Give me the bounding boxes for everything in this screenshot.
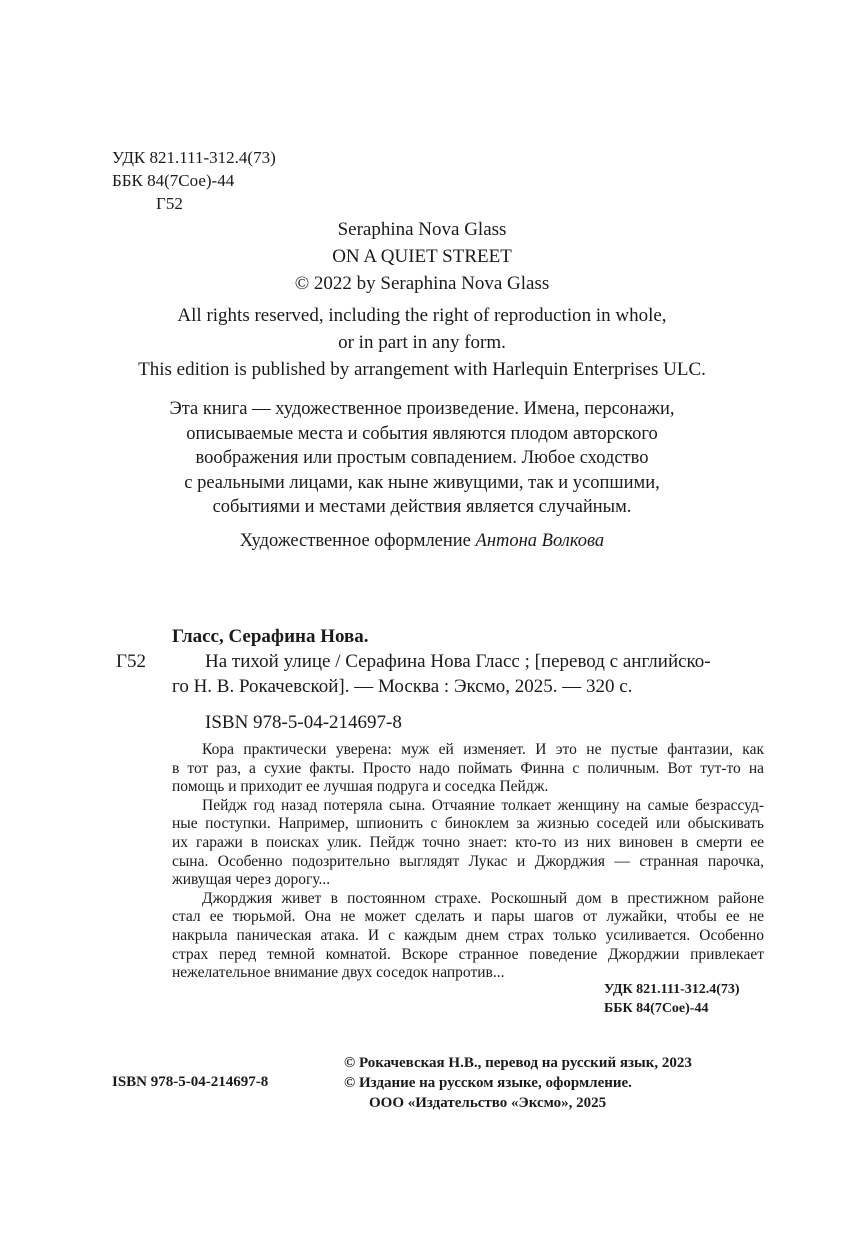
annotation-line: в тот раз, а сухие факты. Просто надо поймать Финна с поличным. Вот тут-то на (172, 759, 764, 777)
annotation-line: стал ее тюрьмой. Она не может сделать и пары шагов от лужайки, чтобы ее не (172, 908, 764, 926)
annotation-line: ные поступки. Например, шпионить с биноклем за жизнью соседей или обыскивать (172, 815, 764, 833)
annotation-line: сына. Особенно подозрительно выглядят Лукас и Джорджия — странная парочка, (172, 852, 764, 870)
annotation-line: живущая через дорогу... (172, 871, 331, 889)
author-mark: Г52 (156, 194, 183, 213)
disclaimer-line: Эта книга — художественное произведение. Имена, персонажи, (169, 399, 675, 419)
annotation-line: Пейдж год назад потеряла сына. Отчаяние толкает женщину на самые безрассуд- (202, 796, 764, 814)
rights-line-1: All rights reserved, including the right of reproduction in whole, (177, 305, 667, 326)
publisher-copyright: ООО «Издательство «Эксмо», 2025 (369, 1095, 607, 1111)
bbk-code: ББК 84(7Сое)-44 (112, 171, 235, 190)
annotation-line: Кора практически уверена: муж ей изменяет. И это не пустые фантазии, как (202, 741, 764, 758)
bibliographic-line-1: На тихой улице / Серафина Нова Гласс ; [перевод с английско- (205, 651, 711, 672)
original-copyright: © 2022 by Seraphina Nova Glass (294, 273, 550, 294)
rights-line-2: or in part in any form. (338, 332, 506, 353)
annotation-line: помощь и приходит ее лучшая подруга и соседка Пейдж. (172, 778, 549, 796)
annotation-line: накрыла паническая атака. И с каждым днем страх только усиливается. Особенно (172, 926, 764, 944)
design-credit-name: Антона Волкова (475, 531, 605, 551)
bibliographic-author-heading: Гласс, Серафина Нова. (172, 626, 369, 647)
bbk-code-bottom: ББК 84(7Сое)-44 (604, 1001, 709, 1016)
russian-copyrights (344, 1053, 692, 1113)
annotation-line: Джорджия живет в постоянном страхе. Роскошный дом в престижном районе (202, 889, 764, 907)
design-credit (0, 531, 844, 552)
udk-code: УДК 821.111-312.4(73) (112, 148, 276, 167)
arrangement-line: This edition is published by arrangement with Harlequin Enterprises ULC. (138, 359, 706, 380)
original-author: Seraphina Nova Glass (337, 219, 507, 240)
fiction-disclaimer (0, 397, 844, 520)
isbn-bottom: ISBN 978-5-04-214697-8 (112, 1074, 269, 1090)
annotation (172, 741, 764, 983)
udk-code-bottom: УДК 821.111-312.4(73) (604, 982, 740, 997)
annotation-line: нежелательное внимание двух соседок напротив... (172, 964, 505, 982)
classification-top (112, 146, 276, 215)
disclaimer-line: с реальными лицами, как ныне живущими, так и усопшими, (184, 472, 660, 493)
bibliographic-isbn: ISBN 978-5-04-214697-8 (205, 712, 402, 733)
classification-bottom (604, 980, 740, 1018)
disclaimer-line: воображения или простым совпадением. Любое сходство (195, 448, 649, 468)
translation-copyright: © Рокачевская Н.В., перевод на русский язык, 2023 (344, 1055, 692, 1071)
disclaimer-line: событиями и местами действия является случайным. (212, 497, 632, 517)
edition-copyright: © Издание на русском языке, оформление. (344, 1075, 632, 1091)
annotation-line: их гаражи в поисках улик. Пейдж точно знает: кто-то из них виновен в смерти ее (172, 833, 764, 851)
design-credit-label: Художественное оформление (239, 531, 476, 551)
disclaimer-line: описываемые места и события являются плодом авторского (186, 423, 658, 444)
bibliographic-mark: Г52 (116, 651, 146, 672)
bibliographic-line-2: го Н. В. Рокачевской]. — Москва : Эксмо, 2025. — 320 с. (172, 676, 633, 697)
original-title: ON A QUIET STREET (332, 246, 512, 267)
annotation-line: страх перед темной комнатой. Вскоре странное поведение Джорджии привлекает (172, 945, 764, 963)
original-edition-block (0, 216, 844, 383)
